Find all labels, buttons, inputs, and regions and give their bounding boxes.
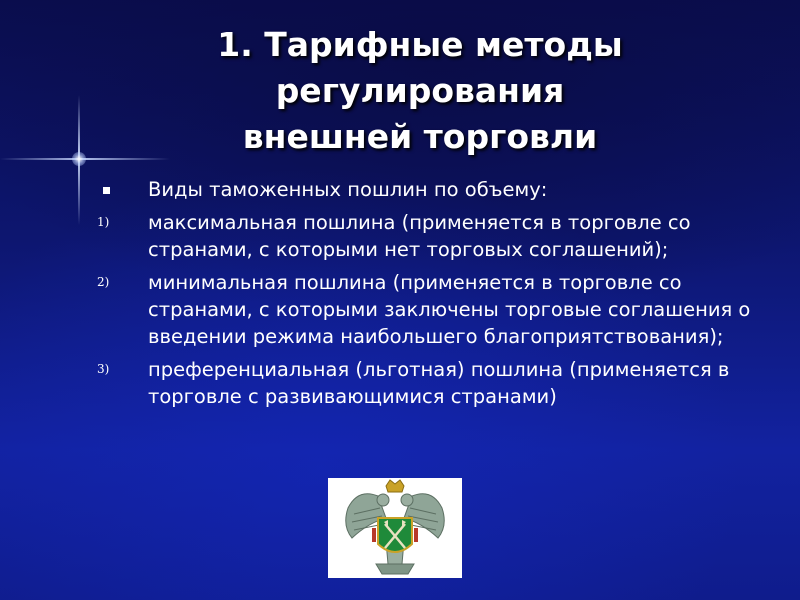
list-item	[0, 356, 800, 410]
list-number: 3)	[97, 362, 110, 376]
intro-text: Виды таможенных пошлин по объему:	[148, 178, 548, 201]
title-line-1: 1. Тарифные методы	[217, 25, 623, 64]
list-item	[0, 209, 800, 263]
list-item-intro	[0, 176, 800, 203]
list-item-text: максимальная пошлина (применяется в торговле со странами, с которыми нет торговых соглашений);	[148, 211, 691, 261]
list-item-text: преференциальная (льготная) пошлина (применяется в торговле с развивающимися странами)	[148, 358, 730, 408]
double-headed-eagle-icon	[328, 478, 462, 578]
list-item-text: минимальная пошлина (применяется в торговле со странами, с которыми заключены торговые соглашения о введении режима наибольшего благоприятствования);	[148, 271, 751, 348]
star-flare-icon	[72, 152, 86, 166]
title-line-2: регулирования	[275, 71, 565, 110]
title-line-3: внешней торговли	[242, 117, 598, 156]
list-number: 2)	[97, 275, 110, 289]
bullet-list	[0, 176, 800, 410]
customs-emblem-image	[328, 478, 462, 578]
slide-title	[150, 22, 690, 160]
list-item	[0, 269, 800, 350]
list-number: 1)	[97, 215, 110, 229]
square-bullet-icon	[103, 187, 110, 194]
